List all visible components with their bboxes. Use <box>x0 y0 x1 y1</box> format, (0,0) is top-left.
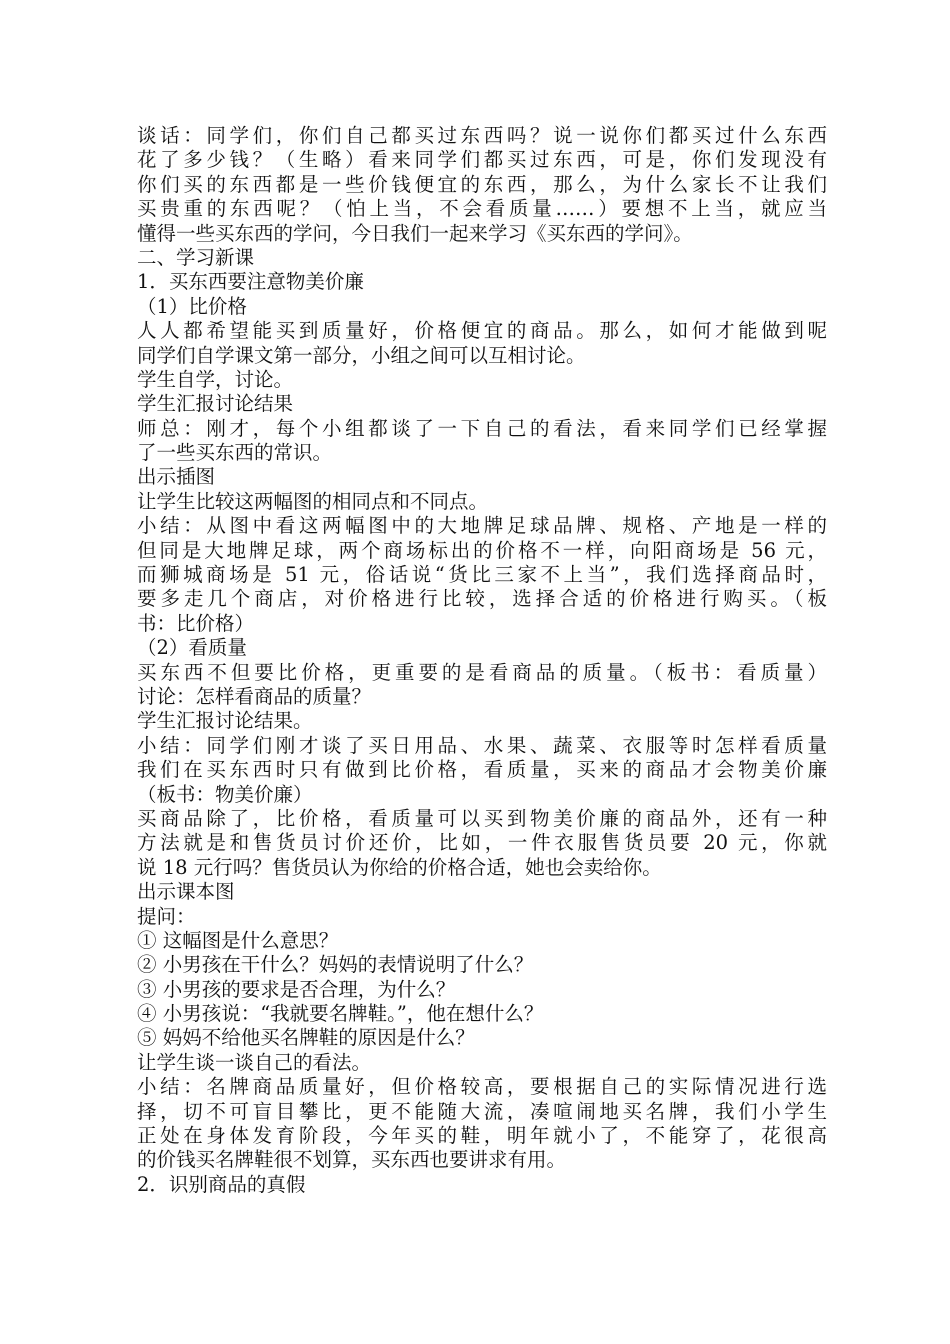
text-line: （1）比价格 <box>137 294 247 318</box>
text-line: 正处在身体发育阶段，今年买的鞋，明年就小了，不能穿了，花很高 <box>137 1124 827 1148</box>
text-line: 买贵重的东西呢？（怕上当，不会看质量……）要想不上当，就应当 <box>137 197 827 221</box>
text-line: 二、学习新课 <box>137 245 255 269</box>
text-line: 要多走几个商店，对价格进行比较，选择合适的价格进行购买。（板 <box>137 587 827 611</box>
document-body <box>137 124 827 1197</box>
text-line: 师总：刚才，每个小组都谈了一下自己的看法，看来同学们已经掌握 <box>137 416 827 440</box>
text-line: 择，切不可盲目攀比，更不能随大流，凑喧闹地买名牌，我们小学生 <box>137 1099 827 1123</box>
text-line: 人人都希望能买到质量好，价格便宜的商品。那么，如何才能做到呢 <box>137 319 827 343</box>
text-line: 小结：名牌商品质量好，但价格较高，要根据自己的实际情况进行选 <box>137 1075 827 1099</box>
text-line: （板书：物美价廉） <box>137 782 313 806</box>
text-line: 花了多少钱？（生略）看来同学们都买过东西，可是，你们发现没有 <box>137 148 827 172</box>
text-line: 了一些买东西的常识。 <box>137 441 333 465</box>
text-line: ② 小男孩在干什么？妈妈的表情说明了什么？ <box>137 953 534 977</box>
text-line: 懂得一些买东西的学问，今日我们一起来学习《买东西的学问》。 <box>137 221 693 245</box>
text-line: 提问： <box>137 904 196 928</box>
text-line: 但同是大地牌足球，两个商场标出的价格不一样，向阳商场是 56 元， <box>137 538 827 562</box>
text-line: 出示插图 <box>137 465 216 489</box>
text-line: 你们买的东西都是一些价钱便宜的东西，那么，为什么家长不让我们 <box>137 172 827 196</box>
text-line: 小结：同学们刚才谈了买日用品、水果、蔬菜、衣服等时怎样看质量 <box>137 733 827 757</box>
text-line: 方法就是和售货员讨价还价，比如，一件衣服售货员要 20 元，你就 <box>137 831 827 855</box>
text-line: 同学们自学课文第一部分，小组之间可以互相讨论。 <box>137 343 586 367</box>
text-line: 买商品除了，比价格，看质量可以买到物美价廉的商品外，还有一种 <box>137 806 827 830</box>
text-line: ④ 小男孩说：“我就要名牌鞋。”，他在想什么？ <box>137 1002 544 1026</box>
text-line: 出示课本图 <box>137 880 235 904</box>
text-line: 书：比价格） <box>137 611 255 635</box>
text-line: 谈话：同学们，你们自己都买过东西吗？说一说你们都买过什么东西 <box>137 124 827 147</box>
text-line: 小结：从图中看这两幅图中的大地牌足球品牌、规格、产地是一样的 <box>137 514 827 538</box>
text-line: 说 18 元行吗？售货员认为你给的价格合适，她也会卖给你。 <box>137 855 662 879</box>
text-line: 学生汇报讨论结果。 <box>137 709 313 733</box>
text-line: 让学生比较这两幅图的相同点和不同点。 <box>137 489 489 513</box>
text-line: ⑤ 妈妈不给他买名牌鞋的原因是什么？ <box>137 1026 475 1050</box>
text-line: （2）看质量 <box>137 636 247 660</box>
text-line: 学生汇报讨论结果 <box>137 392 294 416</box>
text-line: 学生自学，讨论。 <box>137 367 294 391</box>
text-line: ③ 小男孩的要求是否合理，为什么？ <box>137 977 456 1001</box>
text-line: 而狮城商场是 51 元，俗话说“货比三家不上当”，我们选择商品时， <box>137 563 827 587</box>
text-line: 买东西不但要比价格，更重要的是看商品的质量。（板书：看质量） <box>137 660 827 684</box>
text-line: 2．识别商品的真假 <box>137 1172 306 1196</box>
text-line: 的价钱买名牌鞋很不划算，买东西也要讲求有用。 <box>137 1148 567 1172</box>
text-line: 让学生谈一谈自己的看法。 <box>137 1050 372 1074</box>
text-line: 我们在买东西时只有做到比价格，看质量，买来的商品才会物美价廉 <box>137 758 827 782</box>
text-line: 讨论：怎样看商品的质量？ <box>137 684 372 708</box>
text-line: ① 这幅图是什么意思？ <box>137 928 339 952</box>
text-line: 1．买东西要注意物美价廉 <box>137 270 364 294</box>
